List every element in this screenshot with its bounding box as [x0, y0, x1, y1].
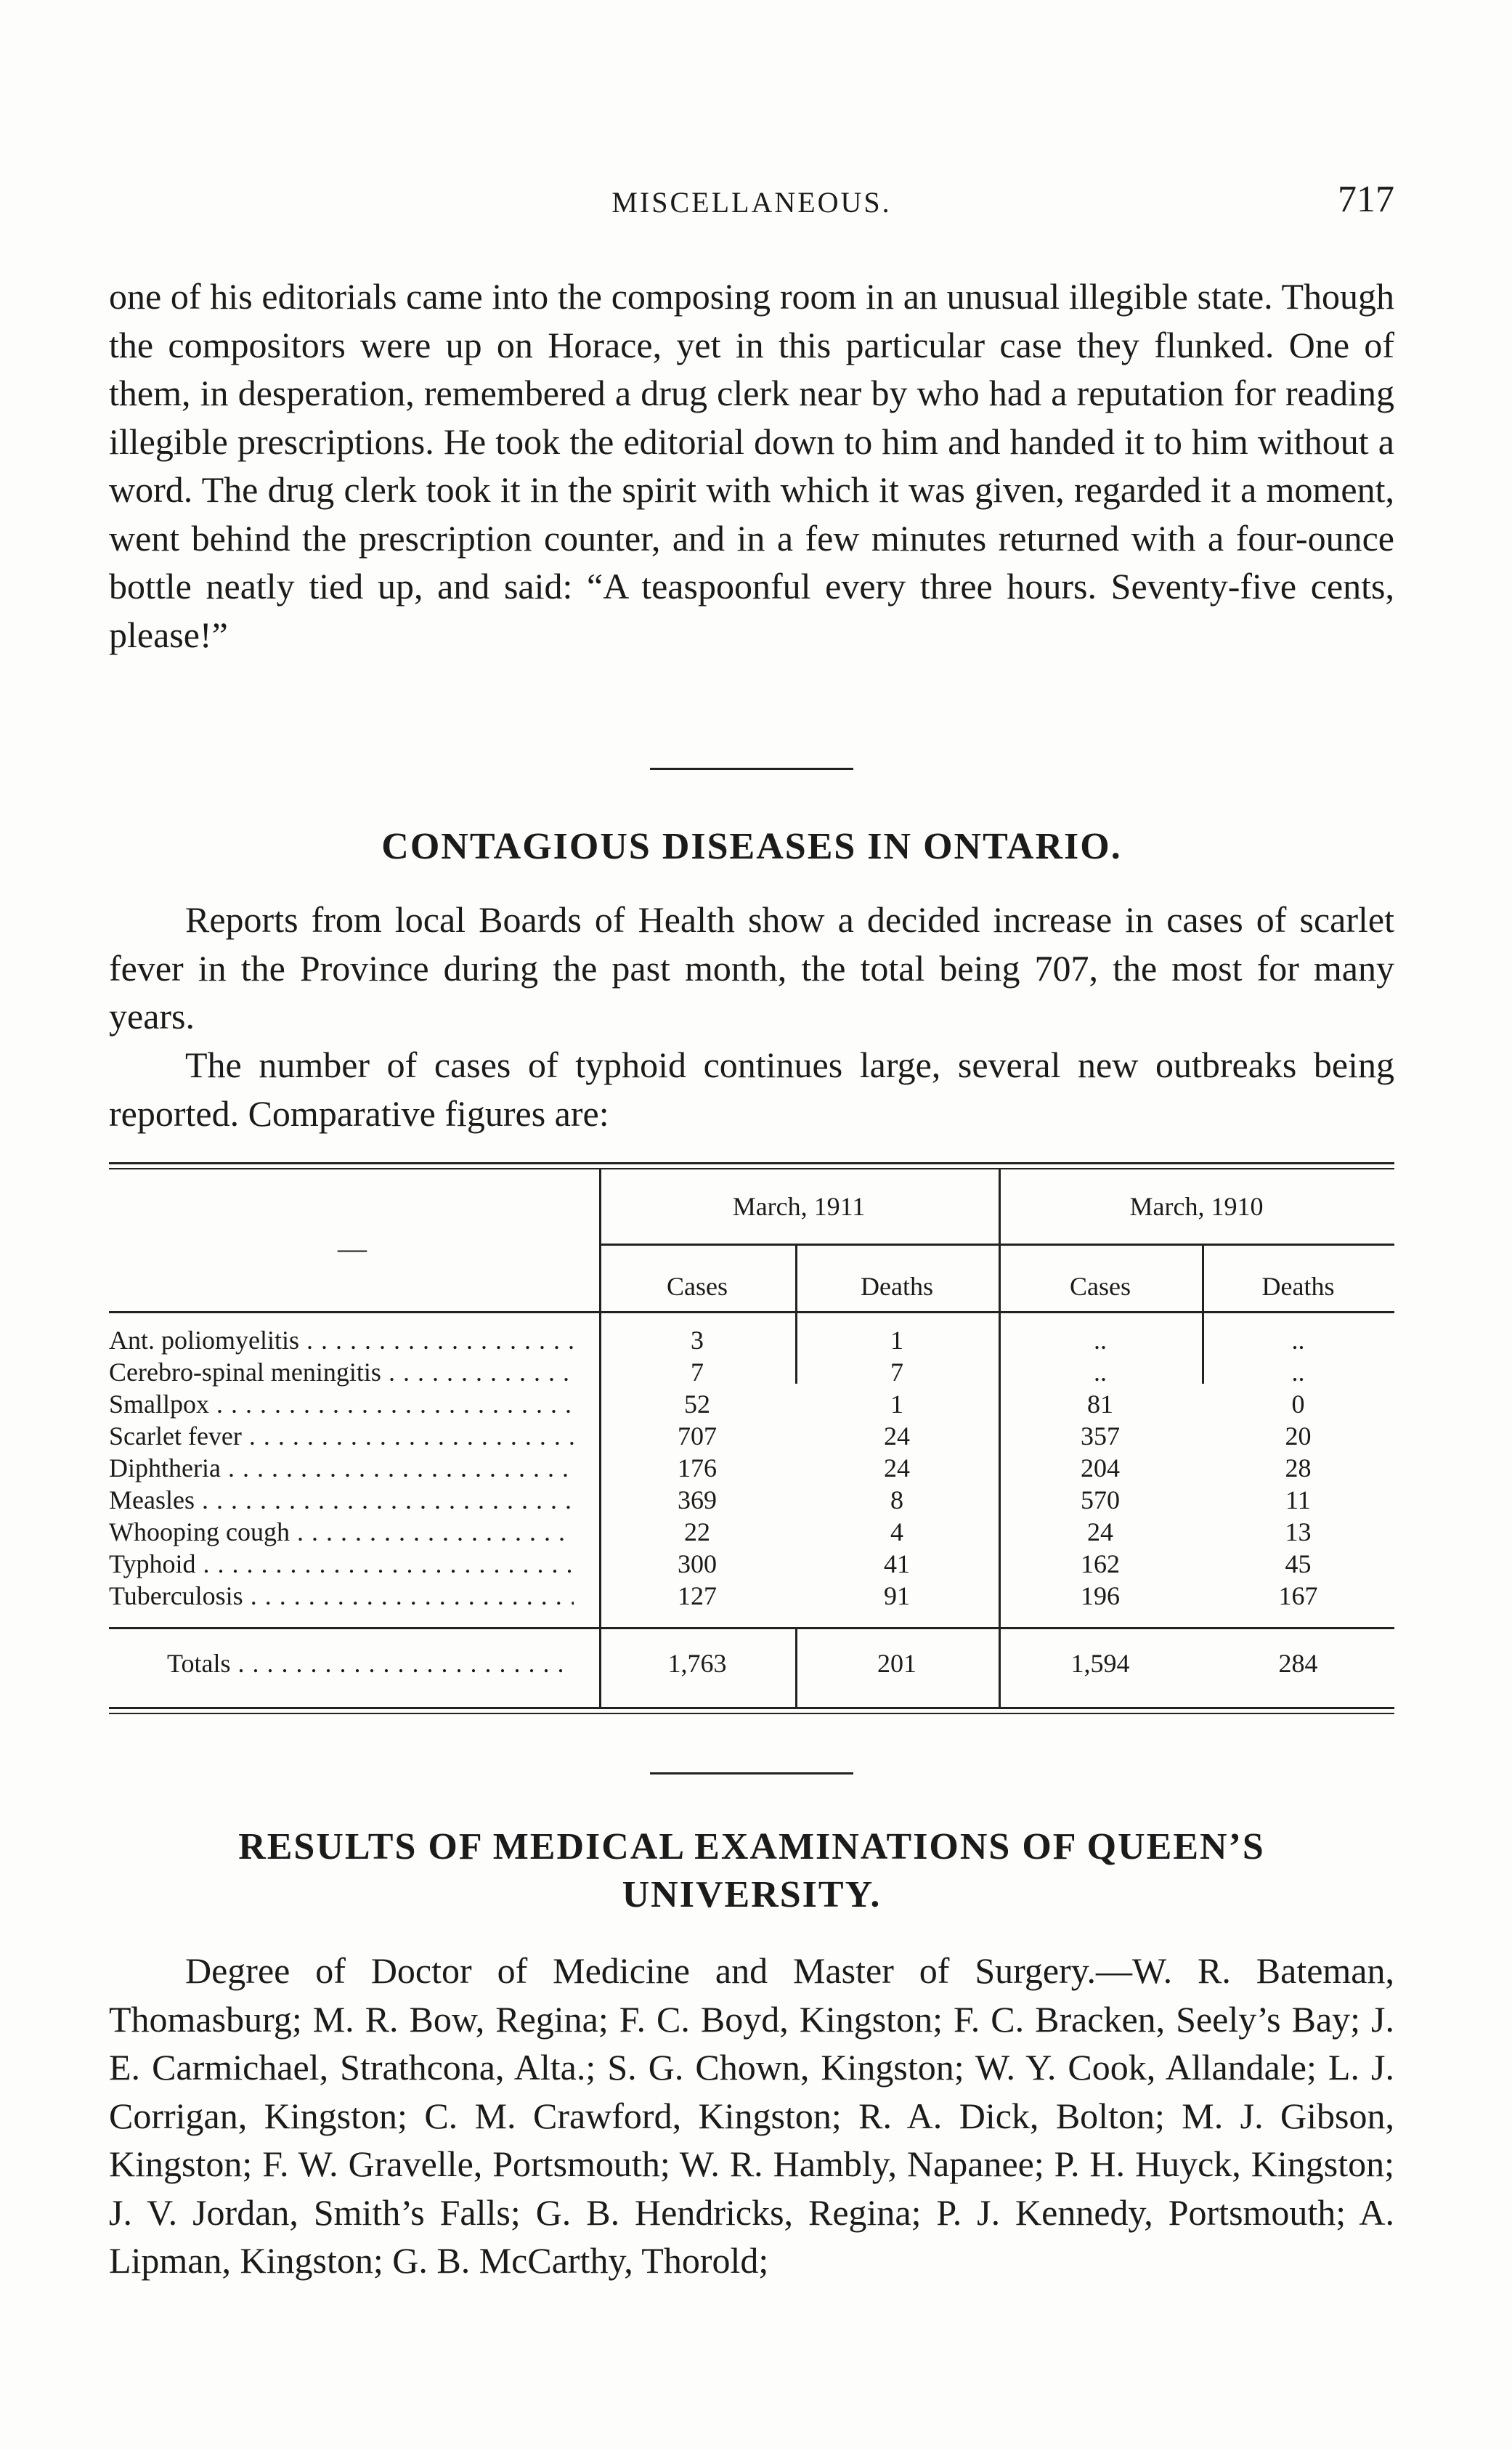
table-cell: 24	[1087, 1517, 1113, 1546]
subheader-deaths-1910: Deaths	[1261, 1272, 1335, 1301]
table-cell: 24	[884, 1421, 910, 1451]
section-divider	[650, 768, 853, 770]
table-top-rule-inner	[109, 1168, 1394, 1169]
table-cell: 11	[1285, 1485, 1311, 1514]
totals-top-rule	[109, 1627, 1394, 1629]
table-cell: ..	[1291, 1326, 1305, 1355]
table-cell: 1	[890, 1390, 903, 1419]
table-row-label: Tuberculosis . . .	[109, 1581, 574, 1610]
table-cell: 176	[678, 1453, 717, 1482]
table-top-rule	[109, 1162, 1394, 1164]
section-title-queens-line2: UNIVERSITY.	[622, 1874, 882, 1915]
table-cell: 167	[1278, 1581, 1318, 1610]
totals-cases-1911: 1,763	[667, 1649, 727, 1678]
subheader-deaths-1911: Deaths	[861, 1272, 933, 1301]
table-cell: 369	[678, 1485, 717, 1514]
section2-paragraph: Degree of Doctor of Medicine and Master of Surgery.—W. R. Bateman, Thomasburg; M. R. Bow, Regina; F. C. Boyd, Kingston; F. C. Bracken, Seely’s Bay; J. E. Carmichael, Strathcona, Alta.; S. G. Chown, Kingston; W. Y. Cook, Allandale; L. J. Corrigan, Kingston; C. M. Crawford, Kingston; R. A. Dick, Bolton; M. J. Gibson, Kingston; F. W. Gravelle, Portsmouth; W. R. Hambly, Napanee; P. H. Huyck, Kingston; J. V. Jordan, Smith’s Falls; G. B. Hendricks, Regina; P. J. Kennedy, Portsmouth; A. Lipman, Kingston; G. B. McCarthy, Thorold;	[109, 1950, 1394, 2281]
table-cell: ..	[1094, 1326, 1107, 1355]
page-number: 717	[1338, 179, 1394, 220]
table-cell: 4	[890, 1517, 903, 1546]
table-row-label: Whooping cough . . .	[109, 1517, 574, 1546]
stub-header: —	[338, 1232, 367, 1265]
group-header-1910: March, 1910	[1129, 1192, 1264, 1221]
group-header-rule	[599, 1244, 1394, 1246]
table-cell: ..	[1094, 1358, 1107, 1387]
table-row-label: Measles . . .	[109, 1485, 574, 1514]
table-row-label: Ant. poliomyelitis . . .	[109, 1326, 574, 1355]
running-head	[109, 178, 1394, 229]
section-divider-2	[650, 1772, 853, 1774]
table-bottom-rule-inner	[109, 1713, 1394, 1714]
table-cell: 45	[1285, 1549, 1312, 1578]
table-cell: 204	[1081, 1453, 1120, 1482]
table-cell: 162	[1081, 1549, 1120, 1578]
section-title-contagious-diseases: CONTAGIOUS DISEASES IN ONTARIO.	[381, 826, 1122, 867]
table-cell: 0	[1291, 1390, 1305, 1419]
comparative-figures-table	[109, 1162, 1394, 1714]
table-cell: 357	[1081, 1421, 1120, 1451]
table-cell: ..	[1291, 1358, 1305, 1387]
table-cell: 22	[684, 1517, 710, 1546]
table-cell: 1	[890, 1326, 903, 1355]
table-cell: 3	[691, 1326, 704, 1355]
intro-paragraph: one of his editorials came into the composing room in an unusual illegible state. Though the compositors were up on Horace, yet in this particular case they flunked. One of them, in desperation, remembered a drug clerk near by who had a reputation for reading illegible prescriptions. He took the editorial down to him and handed it to him without a word. The drug clerk took it in the spirit with which it was given, regarded it a moment, went behind the prescription counter, and in a few minutes returned with a four-ounce bottle neatly tied up, and said: “A teaspoonful every three hours. Seventy-five cents, please!”	[109, 276, 1394, 655]
table-row-label: Scarlet fever . . .	[109, 1421, 574, 1451]
table-cell: 8	[890, 1485, 903, 1514]
totals-deaths-1910: 284	[1278, 1649, 1318, 1678]
running-title: MISCELLANEOUS.	[611, 186, 892, 219]
table-row-label: Cerebro-spinal meningitis . . .	[109, 1358, 574, 1387]
subheader-cases-1910: Cases	[1070, 1272, 1131, 1301]
totals-deaths-1911: 201	[877, 1649, 916, 1678]
table-cell: 41	[884, 1549, 910, 1578]
table-row-label: Smallpox . . .	[109, 1390, 574, 1419]
table-cell: 81	[1087, 1390, 1113, 1419]
table-cell: 52	[684, 1390, 710, 1419]
header-bottom-rule	[109, 1311, 1394, 1313]
table-cell: 20	[1285, 1421, 1312, 1451]
table-cell: 7	[691, 1358, 704, 1387]
table-cell: 570	[1081, 1485, 1120, 1514]
group-header-1911: March, 1911	[732, 1192, 866, 1221]
table-cell: 28	[1285, 1453, 1312, 1482]
section-title-queens-line1: RESULTS OF MEDICAL EXAMINATIONS OF QUEEN’S	[238, 1826, 1265, 1867]
table-cell: 24	[884, 1453, 910, 1482]
table-row-label: Diphtheria . . .	[109, 1453, 574, 1482]
table-cell: 91	[884, 1581, 910, 1610]
section1-paragraph-2: The number of cases of typhoid continues large, several new outbreaks being reported. Comparative figures are:	[109, 1045, 1394, 1134]
table-cell: 127	[678, 1581, 717, 1610]
table-cell: 196	[1081, 1581, 1120, 1610]
totals-label: Totals . . .	[167, 1649, 574, 1678]
table-bottom-rule	[109, 1707, 1394, 1709]
table-row-label: Typhoid . . .	[109, 1549, 574, 1578]
totals-cases-1910: 1,594	[1070, 1649, 1130, 1678]
section1-paragraph-1: Reports from local Boards of Health show a decided increase in cases of scarlet fever in the Province during the past month, the total being 707, the most for many years.	[109, 899, 1394, 1037]
subheader-cases-1911: Cases	[667, 1272, 728, 1301]
table-cell: 300	[678, 1549, 717, 1578]
table-cell: 13	[1285, 1517, 1312, 1546]
table-cell: 7	[890, 1358, 903, 1387]
table-cell: 707	[678, 1421, 717, 1451]
